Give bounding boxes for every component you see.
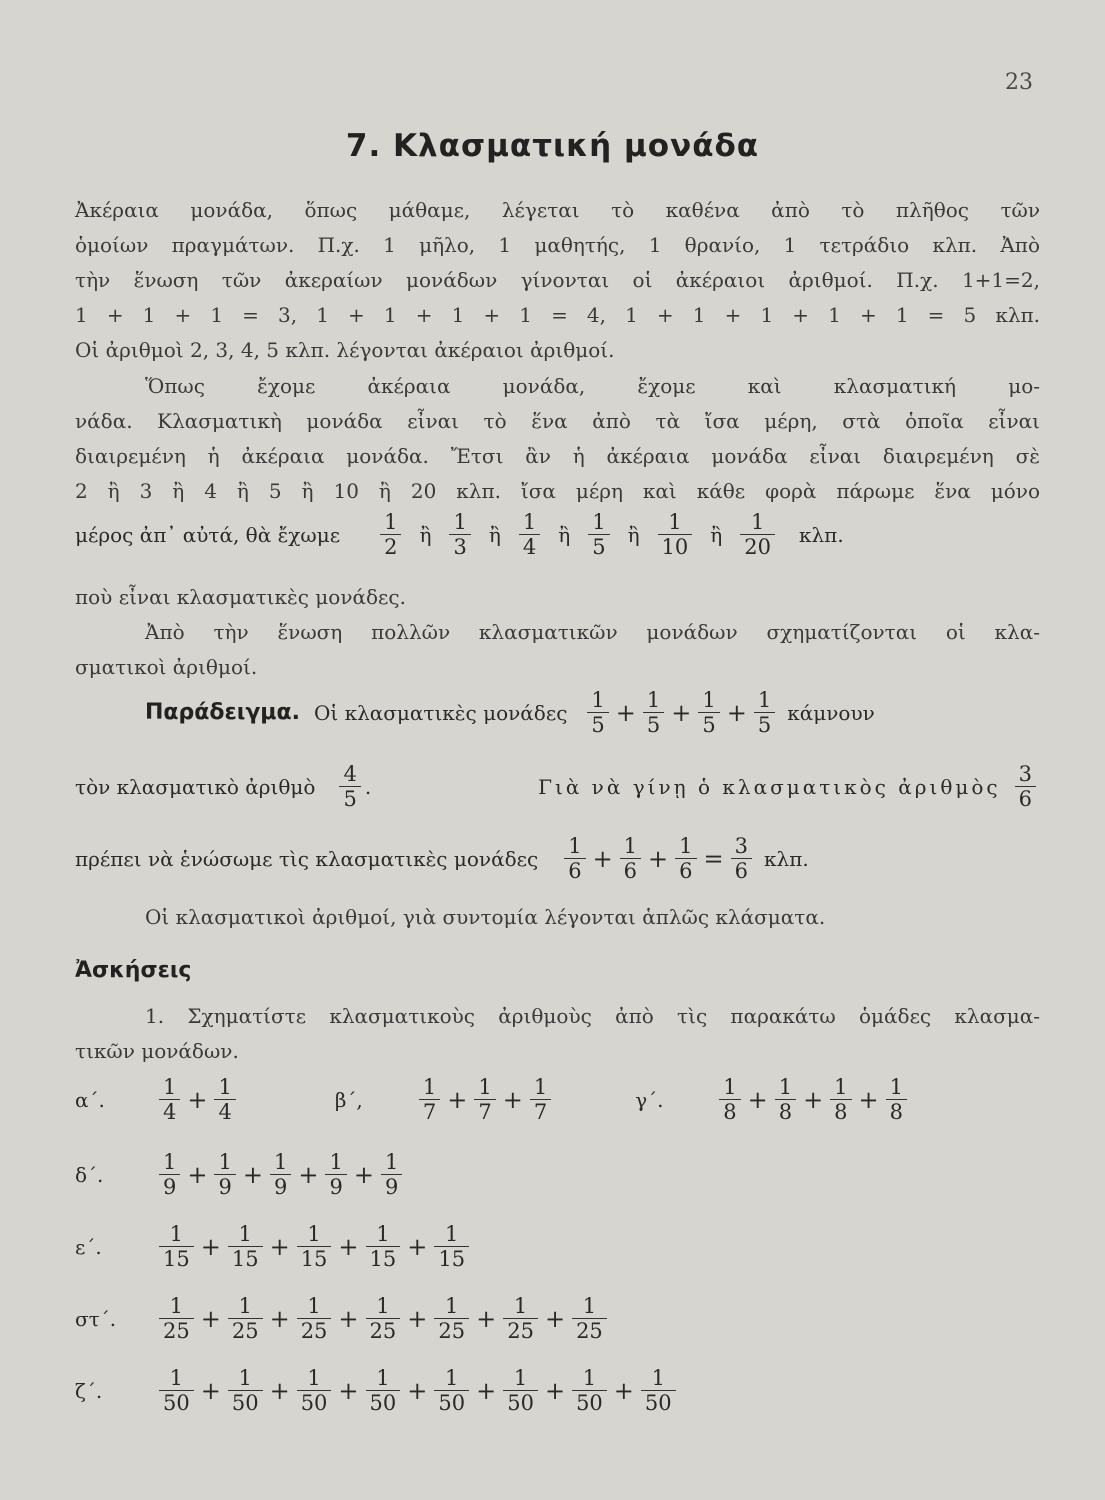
fraction-denominator: 50	[641, 1390, 676, 1415]
fraction-denominator: 5	[698, 712, 719, 737]
fraction-denominator: 8	[830, 1099, 851, 1124]
fraction-denominator: 6	[620, 858, 641, 883]
example-text: Γιὰ νὰ γίνῃ ὁ κλασματικὸς ἀριθμὸς	[538, 774, 1001, 799]
fraction-numerator: 1	[307, 1294, 321, 1318]
plus-sign: +	[447, 1085, 468, 1114]
text-line: Οἱ ἀριθμοὶ 2, 3, 4, 5 κλπ. λέγονται ἀκέραιοι ἀριθμοί.	[75, 338, 615, 362]
fraction	[366, 1366, 401, 1415]
exercise-group	[75, 1075, 240, 1124]
example-line-1	[145, 688, 875, 737]
plus-sign: +	[407, 1376, 428, 1405]
fraction-numerator: 1	[445, 1222, 459, 1246]
plus-sign: +	[671, 698, 692, 727]
example-text: Οἱ κλασματικὲς μονάδες	[313, 700, 568, 725]
fraction	[503, 1294, 538, 1343]
fraction-denominator: 9	[381, 1174, 402, 1199]
fraction-numerator: 1	[169, 1222, 184, 1246]
text-line: διαιρεμένη ἡ ἀκέραια μονάδα. Ἔτσι ἂν ἡ ἀκέραια μονάδα εἶναι διαιρεμένη σὲ	[75, 444, 1040, 468]
plus-sign: +	[187, 1085, 208, 1114]
or-word: ἢ	[627, 522, 640, 547]
text-line: ὁμοίων πραγμάτων. Π.χ. 1 μῆλο, 1 μαθητής, 1 θρανίο, 1 τετράδιο κλπ. Ἀπὸ	[75, 233, 1040, 257]
fraction-numerator: 1	[582, 1366, 597, 1390]
fraction	[297, 1366, 332, 1415]
fraction-denominator: 5	[754, 712, 775, 737]
fraction-numerator: 1	[582, 1294, 597, 1318]
fraction-denominator: 8	[886, 1099, 907, 1124]
fraction-denominator: 50	[503, 1390, 538, 1415]
fraction-denominator: 8	[775, 1099, 796, 1124]
fraction	[474, 1075, 495, 1124]
fraction	[228, 1366, 263, 1415]
or-word: ἢ	[558, 522, 571, 547]
fraction-numerator: 3	[1018, 762, 1032, 786]
fraction-denominator: 4	[214, 1099, 235, 1124]
fraction-denominator: 6	[731, 858, 752, 883]
fraction-numerator: 1	[651, 1366, 665, 1390]
fraction	[620, 834, 641, 883]
page-number: 23	[1005, 70, 1033, 95]
fraction-denominator: 25	[366, 1318, 401, 1343]
fraction	[380, 510, 401, 559]
fraction-denominator: 7	[474, 1099, 495, 1124]
fraction	[675, 834, 696, 883]
fraction	[519, 510, 540, 559]
fraction	[159, 1222, 194, 1271]
fraction	[731, 834, 752, 883]
plus-sign: +	[338, 1376, 359, 1405]
plus-sign: +	[615, 698, 636, 727]
fraction	[228, 1294, 263, 1343]
fraction	[159, 1150, 180, 1199]
fraction-denominator: 15	[434, 1246, 469, 1271]
fraction-denominator: 5	[643, 712, 664, 737]
example-fraction	[1011, 762, 1040, 811]
example-fraction-sum	[560, 834, 700, 883]
exercise-label: β΄,	[334, 1087, 363, 1112]
fraction-denominator: 50	[297, 1390, 332, 1415]
fraction-numerator: 1	[238, 1366, 252, 1390]
fraction-denominator: 2	[380, 534, 401, 559]
fraction-denominator: 6	[564, 858, 585, 883]
fraction-numerator: 1	[533, 1075, 548, 1099]
exercise-group	[75, 1294, 611, 1343]
fraction-numerator: 1	[384, 1150, 399, 1174]
exercise-row	[75, 1075, 911, 1124]
fraction	[587, 688, 608, 737]
exercises-heading: Ἀσκήσεις	[75, 958, 192, 983]
fraction-denominator: 50	[159, 1390, 194, 1415]
fraction-numerator: 1	[307, 1222, 321, 1246]
fraction-numerator: 1	[522, 510, 537, 534]
plus-sign: +	[200, 1304, 221, 1333]
text-line: Ἀκέραια μονάδα, ὅπως μάθαμε, λέγεται τὸ καθένα ἀπὸ τὸ πλῆθος τῶν	[75, 198, 1040, 222]
fraction-denominator: 50	[434, 1390, 469, 1415]
plus-sign: +	[726, 698, 747, 727]
text-line: νάδα. Κλασματικὴ μονάδα εἶναι τὸ ἕνα ἀπὸ τὰ ἴσα μέρη, στὰ ὁποῖα εἶναι	[75, 409, 1040, 433]
fraction-numerator: 1	[169, 1366, 184, 1390]
exercise-label: γ΄.	[635, 1087, 664, 1112]
equals-sign: =	[703, 844, 724, 873]
exercise-label: α΄.	[75, 1087, 105, 1112]
fraction-numerator: 3	[734, 834, 749, 858]
fraction	[339, 762, 360, 811]
text-line: 1 + 1 + 1 = 3, 1 + 1 + 1 + 1 = 4, 1 + 1 + 1 + 1 + 1 = 5 κλπ.	[75, 303, 1040, 327]
example-line-3	[75, 834, 809, 883]
fraction-numerator: 1	[163, 1075, 177, 1099]
fraction	[297, 1294, 332, 1343]
exercise-row	[75, 1150, 406, 1199]
fraction-denominator: 25	[572, 1318, 607, 1343]
fraction-denominator: 9	[159, 1174, 180, 1199]
fraction-denominator: 25	[434, 1318, 469, 1343]
fraction-denominator: 7	[419, 1099, 440, 1124]
text-line: 2 ἢ 3 ἢ 4 ἢ 5 ἢ 10 ἢ 20 κλπ. ἴσα μέρη καὶ κάθε φορὰ πάρωμε ἕνα μόνο	[75, 479, 1040, 503]
fraction	[228, 1222, 263, 1271]
fraction-numerator: 1	[376, 1222, 390, 1246]
exercise-label: ζ΄.	[75, 1378, 103, 1403]
fraction-numerator: 1	[750, 510, 765, 534]
fraction-denominator: 8	[719, 1099, 740, 1124]
fraction-numerator: 4	[343, 762, 357, 786]
exercise-task: τικῶν μονάδων.	[75, 1039, 239, 1063]
text-line: τὴν ἕνωση τῶν ἀκεραίων μονάδων γίνονται οἱ ἀκέραιοι ἀριθμοί. Π.χ. 1+1=2,	[75, 268, 1040, 292]
fraction-denominator: 15	[297, 1246, 332, 1271]
fraction	[381, 1150, 402, 1199]
fraction-denominator: 20	[740, 534, 775, 559]
fraction-numerator: 1	[834, 1075, 848, 1099]
fraction	[588, 510, 609, 559]
plus-sign: +	[502, 1085, 523, 1114]
plus-sign: +	[544, 1376, 566, 1405]
plus-sign: +	[592, 844, 613, 873]
fraction	[214, 1150, 235, 1199]
fraction	[564, 834, 585, 883]
fraction-numerator: 1	[218, 1150, 232, 1174]
plus-sign: +	[747, 1085, 768, 1114]
example-suffix: κάμνουν	[787, 700, 875, 725]
example-line-2	[75, 762, 1040, 811]
example-fraction-result	[727, 834, 756, 883]
exercise-group	[75, 1366, 680, 1415]
fraction-denominator: 10	[658, 534, 693, 559]
example-fraction-sum	[583, 688, 779, 737]
fraction-numerator: 1	[568, 834, 582, 858]
fraction	[719, 1075, 740, 1124]
plus-sign: +	[338, 1232, 359, 1261]
fraction-denominator: 25	[297, 1318, 332, 1343]
fraction	[503, 1366, 538, 1415]
plus-sign: +	[200, 1376, 221, 1405]
exercise-group	[75, 1150, 406, 1199]
example-fraction	[335, 762, 364, 811]
fraction	[434, 1294, 469, 1343]
exercise-label: ε΄.	[75, 1234, 102, 1259]
or-word: ἢ	[488, 522, 501, 547]
fraction-numerator: 1	[757, 688, 772, 712]
fraction	[419, 1075, 440, 1124]
text-line: σματικοὶ ἀριθμοί.	[75, 655, 258, 679]
fraction	[572, 1366, 607, 1415]
example-text: τὸν κλασματικὸ ἀριθμὸ	[75, 774, 316, 799]
fraction-line-suffix: κλπ.	[799, 522, 844, 547]
fraction-numerator: 1	[889, 1075, 904, 1099]
fraction-denominator: 9	[270, 1174, 291, 1199]
fraction-denominator: 15	[366, 1246, 401, 1271]
plus-sign: +	[613, 1376, 634, 1405]
fraction-denominator: 50	[228, 1390, 263, 1415]
plus-sign: +	[803, 1085, 824, 1114]
exercise-row	[75, 1294, 611, 1343]
fraction-numerator: 1	[445, 1294, 459, 1318]
fraction-numerator: 1	[592, 510, 606, 534]
text-line: Οἱ κλασματικοὶ ἀριθμοί, γιὰ συντομία λέγονται ἁπλῶς κλάσματα.	[145, 905, 826, 929]
fraction-denominator: 6	[1015, 786, 1036, 811]
fraction-numerator: 1	[376, 1366, 390, 1390]
fraction-denominator: 4	[159, 1099, 180, 1124]
fraction-denominator: 25	[228, 1318, 263, 1343]
fraction-numerator: 1	[702, 688, 716, 712]
fraction	[830, 1075, 851, 1124]
or-word: ἢ	[419, 522, 432, 547]
fraction	[740, 510, 775, 559]
fraction	[366, 1294, 401, 1343]
fraction	[449, 510, 470, 559]
plus-sign: +	[269, 1304, 290, 1333]
fraction	[159, 1366, 194, 1415]
fraction-denominator: 50	[366, 1390, 401, 1415]
plus-sign: +	[242, 1160, 263, 1189]
fraction	[1015, 762, 1036, 811]
fraction-denominator: 15	[159, 1246, 194, 1271]
fraction-denominator: 3	[449, 534, 470, 559]
fraction	[698, 688, 719, 737]
plus-sign: +	[187, 1160, 208, 1189]
plus-sign: +	[407, 1232, 428, 1261]
fraction-denominator: 6	[675, 858, 696, 883]
period: .	[364, 774, 372, 799]
plus-sign: +	[648, 844, 669, 873]
text-line: ποὺ εἶναι κλασματικὲς μονάδες.	[75, 585, 406, 609]
fraction	[159, 1294, 194, 1343]
plus-sign: +	[407, 1304, 428, 1333]
fraction-numerator: 1	[591, 688, 605, 712]
text-line: Ὅπως ἔχομε ἀκέραια μονάδα, ἔχομε καὶ κλασματική μο-	[145, 374, 1040, 398]
fraction-denominator: 50	[572, 1390, 607, 1415]
fraction-denominator: 5	[588, 534, 609, 559]
fraction	[775, 1075, 796, 1124]
fraction-numerator: 1	[238, 1294, 252, 1318]
fraction-numerator: 1	[163, 1150, 177, 1174]
fraction-numerator: 1	[307, 1366, 321, 1390]
exercise-group	[335, 1075, 555, 1124]
fraction-numerator: 1	[513, 1366, 528, 1390]
or-word: ἢ	[710, 522, 723, 547]
fraction	[434, 1366, 469, 1415]
exercise-group	[635, 1075, 911, 1124]
fraction-numerator: 1	[646, 688, 661, 712]
fraction-denominator: 5	[587, 712, 608, 737]
plus-sign: +	[476, 1376, 497, 1405]
plus-sign: +	[269, 1232, 290, 1261]
fraction-numerator: 1	[384, 510, 398, 534]
fraction-numerator: 1	[453, 510, 467, 534]
fraction-denominator: 9	[214, 1174, 235, 1199]
fraction	[643, 688, 664, 737]
exercise-row	[75, 1366, 680, 1415]
fraction-numerator: 1	[723, 1075, 737, 1099]
fraction-units-line	[75, 510, 844, 559]
fraction	[572, 1294, 607, 1343]
plus-sign: +	[298, 1160, 319, 1189]
fraction-numerator: 1	[422, 1075, 437, 1099]
fraction-numerator: 1	[273, 1150, 288, 1174]
exercise-label: δ΄.	[75, 1162, 104, 1187]
fraction-line-prefix: μέρος ἀπ᾽ αὐτά, θὰ ἔχωμε	[75, 522, 341, 547]
plus-sign: +	[200, 1232, 221, 1261]
fraction-denominator: 15	[228, 1246, 263, 1271]
fraction-numerator: 1	[623, 834, 638, 858]
exercise-label: στ΄.	[75, 1306, 117, 1331]
fraction	[434, 1222, 469, 1271]
fraction-numerator: 1	[169, 1294, 184, 1318]
fraction-denominator: 4	[519, 534, 540, 559]
fraction	[325, 1150, 346, 1199]
exercise-task: 1. Σχηματίστε κλασματικοὺς ἀριθμοὺς ἀπὸ τὶς παρακάτω ὁμάδες κλασμα-	[145, 1004, 1040, 1028]
text-line: Ἀπὸ τὴν ἕνωση πολλῶν κλασματικῶν μονάδων σχηματίζονται οἱ κλα-	[145, 620, 1040, 644]
plus-sign: +	[269, 1376, 290, 1405]
fraction-denominator: 7	[530, 1099, 551, 1124]
fraction-denominator: 25	[503, 1318, 538, 1343]
section-title: 7. Κλασματική μονάδα	[345, 128, 760, 164]
plus-sign: +	[338, 1304, 359, 1333]
fraction-denominator: 5	[339, 786, 360, 811]
fraction	[159, 1075, 180, 1124]
fraction	[214, 1075, 235, 1124]
fraction	[366, 1222, 401, 1271]
fraction-numerator: 1	[513, 1294, 528, 1318]
plus-sign: +	[858, 1085, 879, 1114]
plus-sign: +	[476, 1304, 497, 1333]
exercise-group	[75, 1222, 473, 1271]
fraction-numerator: 1	[668, 510, 682, 534]
example-suffix: κλπ.	[764, 846, 809, 871]
exercise-row	[75, 1222, 473, 1271]
fraction	[754, 688, 775, 737]
fraction-numerator: 1	[445, 1366, 459, 1390]
fraction-denominator: 9	[325, 1174, 346, 1199]
example-text: πρέπει νὰ ἑνώσωμε τὶς κλασματικὲς μονάδες	[75, 846, 539, 871]
fraction-numerator: 1	[778, 1075, 793, 1099]
fraction	[270, 1150, 291, 1199]
fraction-numerator: 1	[679, 834, 693, 858]
unit-fraction-list	[376, 510, 779, 559]
fraction	[297, 1222, 332, 1271]
fraction	[886, 1075, 907, 1124]
fraction-numerator: 1	[376, 1294, 390, 1318]
plus-sign: +	[544, 1304, 566, 1333]
fraction-numerator: 1	[238, 1222, 252, 1246]
example-heading: Παράδειγμα.	[145, 700, 300, 726]
plus-sign: +	[353, 1160, 374, 1189]
fraction-denominator: 25	[159, 1318, 194, 1343]
fraction-numerator: 1	[218, 1075, 232, 1099]
fraction	[530, 1075, 551, 1124]
fraction-numerator: 1	[329, 1150, 343, 1174]
fraction	[641, 1366, 676, 1415]
fraction-numerator: 1	[478, 1075, 492, 1099]
fraction	[658, 510, 693, 559]
